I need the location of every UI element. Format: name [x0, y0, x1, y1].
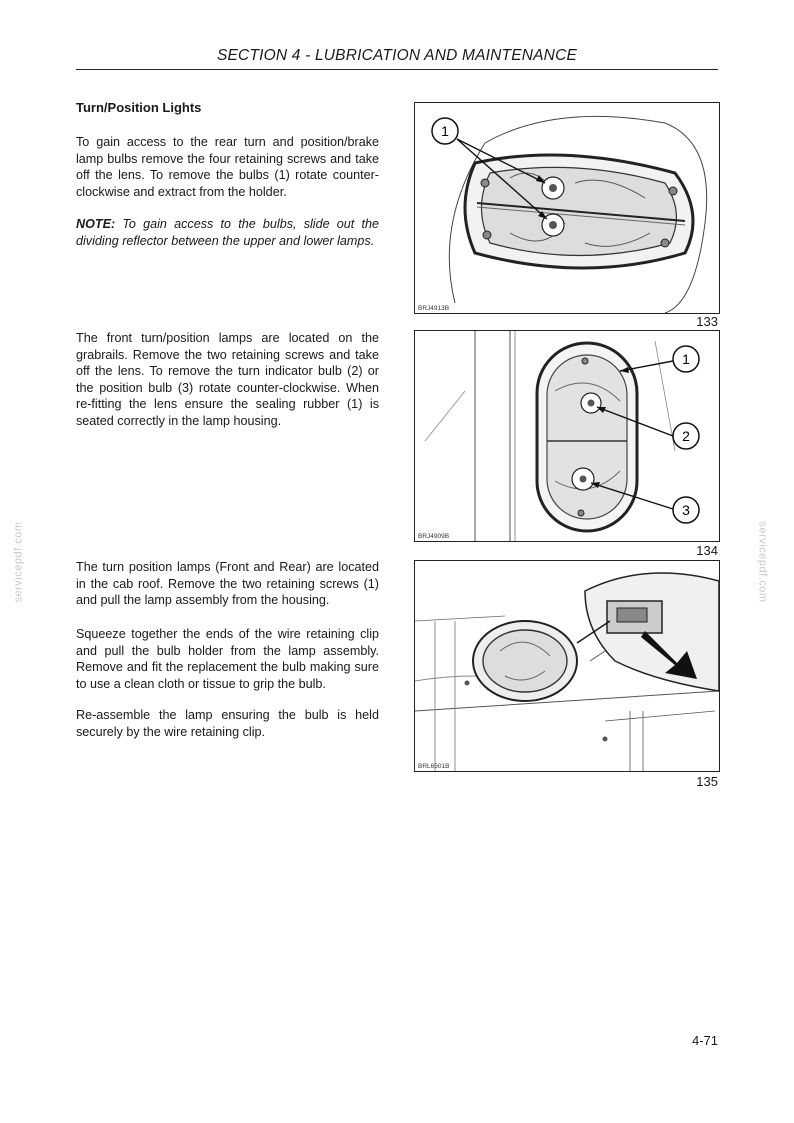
figure-code: BRJ4913B — [418, 305, 450, 312]
section-heading: Turn/Position Lights — [76, 100, 202, 115]
figure-rear-lamp — [414, 102, 720, 314]
note-paragraph — [76, 216, 379, 249]
paragraph-roof-lamps: The turn position lamps (Front and Rear) are located in the cab roof. Remove the two retaining screws (1) and pull the lamp assembly from the housing. — [76, 560, 379, 607]
paragraph-reassemble: Re-assemble the lamp ensuring the bulb is held securely by the wire retaining clip. — [76, 708, 379, 739]
paragraph-rear-lamps: To gain access to the rear turn and position/brake lamp bulbs remove the four retaining screws and take off the lens. To remove the bulbs (1) rotate counter-clockwise and extract from the holder. — [76, 135, 379, 199]
figure-front-lamp — [414, 330, 720, 542]
paragraph-front-lamps: The front turn/position lamps are located on the grabrails. Remove the two retaining screws and take off the lens. To remove the turn indicator bulb (2) or the position bulb (3) rotate counter-clockwise. When re-fitting the lens ensure the sealing rubber (1) is seated correctly in the lamp housing. — [76, 331, 379, 428]
callout-1: 1 — [441, 123, 449, 139]
section-title: SECTION 4 - LUBRICATION AND MAINTENANCE — [216, 47, 578, 64]
note-text: To gain access to the bulbs, slide out the dividing reflector between the upper and lower lamps. — [76, 217, 379, 248]
front-lamp-illustration — [415, 331, 719, 541]
watermark-left: servicepdf.com — [12, 521, 25, 603]
figure-number: 135 — [696, 774, 718, 789]
figure-roof-lamp — [414, 560, 720, 772]
section-header — [76, 47, 718, 70]
page-number: 4-71 — [691, 1033, 718, 1048]
watermark-right: servicepdf.com — [756, 521, 769, 603]
rear-lamp-illustration — [415, 103, 719, 313]
callout-3: 3 — [682, 502, 690, 518]
note-label: NOTE: — [76, 217, 116, 231]
figure-code: BRL6501B — [418, 763, 450, 770]
callout-1: 1 — [682, 351, 690, 367]
roof-lamp-illustration — [415, 561, 719, 771]
figure-code: BRJ4909B — [418, 533, 450, 540]
paragraph-bulb-holder: Squeeze together the ends of the wire retaining clip and pull the bulb holder from the lamp assembly. Remove and fit the replacement the bulb making sure to use a clean cloth or tissue to grip the bulb. — [76, 627, 379, 691]
figure-number: 133 — [696, 314, 718, 329]
callout-2: 2 — [682, 428, 690, 444]
figure-number: 134 — [696, 543, 718, 558]
